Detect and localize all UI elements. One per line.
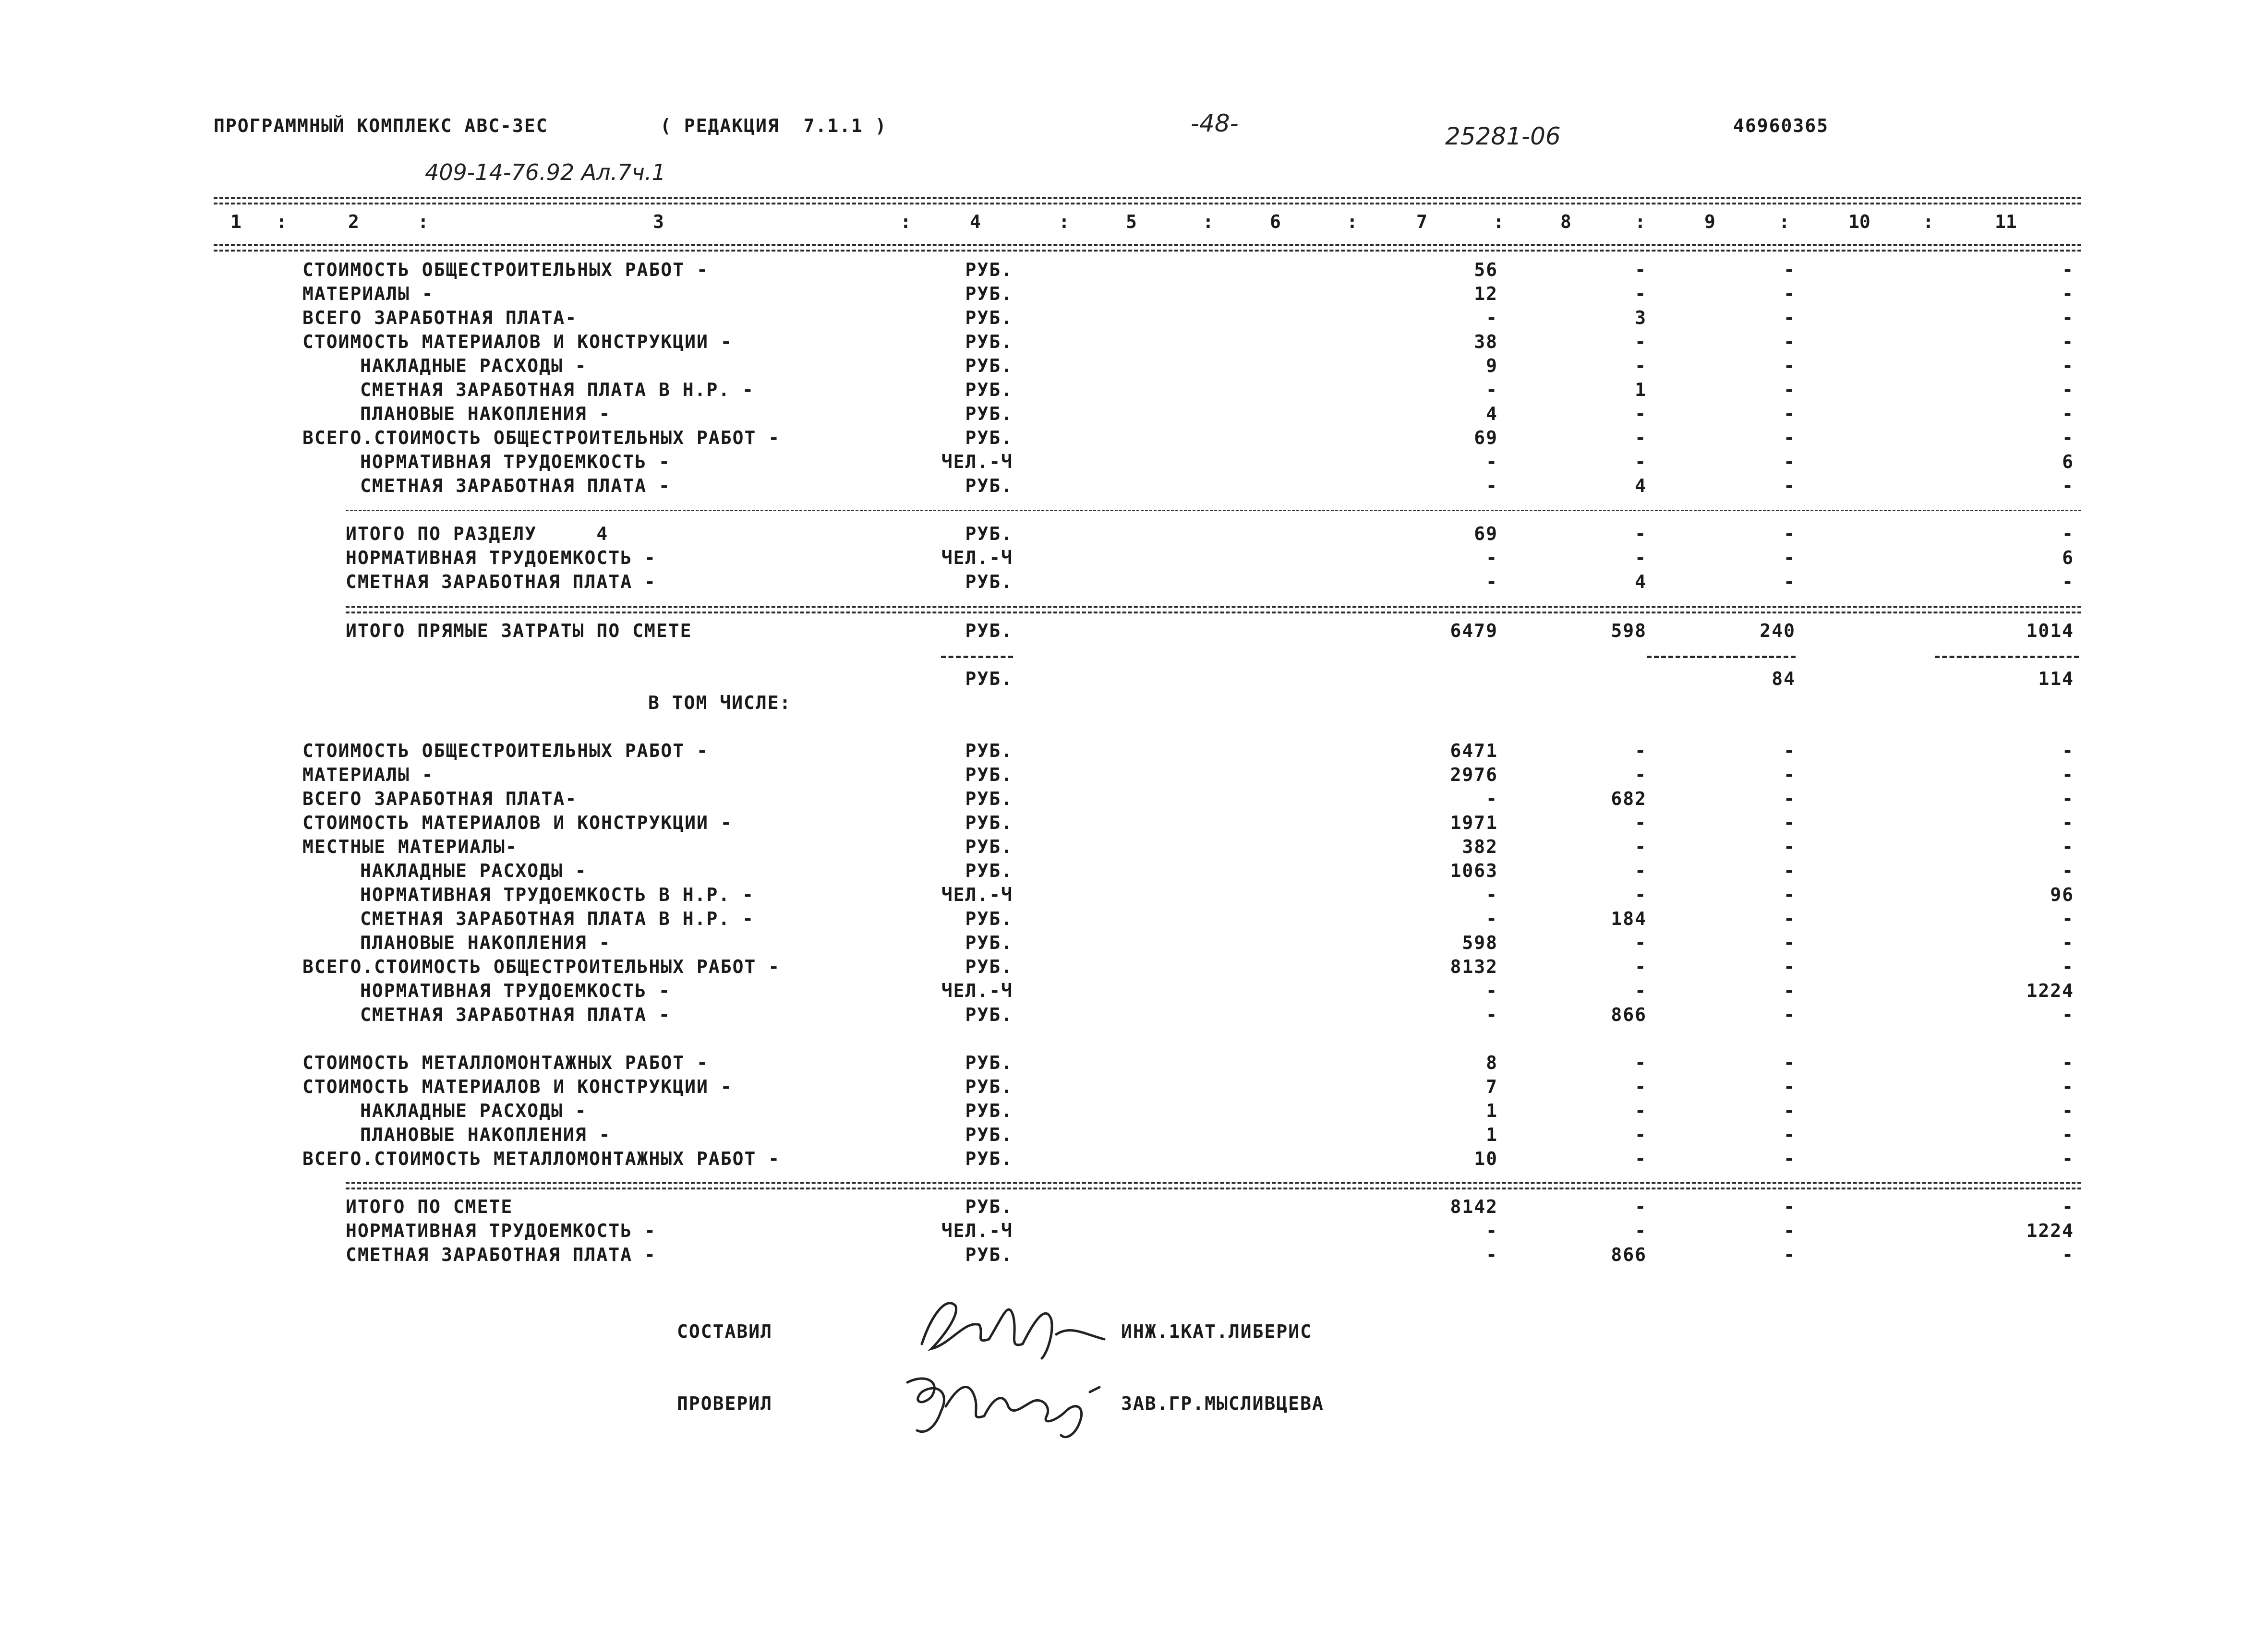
divider — [346, 1182, 2081, 1189]
table-row: НАКЛАДНЫЕ РАСХОДЫ - РУБ. 9 - - - — [360, 355, 2074, 376]
table-row: СТОИМОСТЬ МАТЕРИАЛОВ И КОНСТРУКЦИИ - РУБ. 38 - - - — [302, 331, 2074, 352]
col-8: 8 — [1560, 211, 1571, 232]
table-row: МАТЕРИАЛЫ - РУБ. 12 - - - — [302, 283, 2074, 304]
col-3: 3 — [653, 211, 664, 232]
table-row: ПЛАНОВЫЕ НАКОПЛЕНИЯ - РУБ. 4 - - - — [360, 403, 2074, 424]
table-row: НОРМАТИВНАЯ ТРУДОЕМКОСТЬ В Н.Р. - ЧЕЛ.-Ч - - - 96 — [360, 884, 2074, 905]
checked-label: ПРОВЕРИЛ — [677, 1393, 773, 1414]
col-9: 9 — [1704, 211, 1715, 232]
col-11: 11 — [1995, 211, 2017, 232]
table-row: ИТОГО ПО СМЕТЕ РУБ. 8142 - - - — [346, 1196, 2074, 1217]
in-total-label: В ТОМ ЧИСЛЕ: — [648, 692, 792, 713]
table-row: НОРМАТИВНАЯ ТРУДОЕМКОСТЬ - ЧЕЛ.-Ч - - - 6 — [346, 547, 2074, 568]
compiled-label: СОСТАВИЛ — [677, 1321, 773, 1342]
signature-compiled — [912, 1286, 1114, 1363]
table-row: ВСЕГО.СТОИМОСТЬ ОБЩЕСТРОИТЕЛЬНЫХ РАБОТ - РУБ. 8132 - - - — [302, 956, 2074, 977]
col-5: 5 — [1126, 211, 1137, 232]
doc-number: 25281-06 — [1445, 122, 1561, 150]
table-row: НОРМАТИВНАЯ ТРУДОЕМКОСТЬ - ЧЕЛ.-Ч - - - 1224 — [360, 980, 2074, 1001]
project-number: 409-14-76.92 Ал.7ч.1 — [425, 159, 666, 185]
table-row: СМЕТНАЯ ЗАРАБОТНАЯ ПЛАТА - РУБ. - 866 - - — [360, 1004, 2074, 1025]
checked-name: ЗАВ.ГР.МЫСЛИВЦЕВА — [1121, 1393, 1324, 1414]
signature-checked — [898, 1363, 1119, 1445]
table-row: СМЕТНАЯ ЗАРАБОТНАЯ ПЛАТА В Н.Р. - РУБ. - 184 - - — [360, 908, 2074, 929]
col-1: 1 — [230, 211, 241, 232]
table-row: МЕСТНЫЕ МАТЕРИАЛЫ- РУБ. 382 - - - — [302, 836, 2074, 857]
table-row: ПЛАНОВЫЕ НАКОПЛЕНИЯ - РУБ. 598 - - - — [360, 932, 2074, 953]
divider — [346, 510, 2081, 511]
table-row: ИТОГО ПО РАЗДЕЛУ 4 РУБ. 69 - - - — [346, 523, 2074, 544]
table-row: СТОИМОСТЬ МЕТАЛЛОМОНТАЖНЫХ РАБОТ - РУБ. 8 - - - — [302, 1052, 2074, 1073]
table-row: ВСЕГО ЗАРАБОТНАЯ ПЛАТА- РУБ. - 3 - - — [302, 307, 2074, 328]
col-2: 2 — [348, 211, 359, 232]
divider — [346, 606, 2081, 613]
table-row: СТОИМОСТЬ ОБЩЕСТРОИТЕЛЬНЫХ РАБОТ - РУБ. 56 - - - — [302, 259, 2074, 280]
table-row: МАТЕРИАЛЫ - РУБ. 2976 - - - — [302, 764, 2074, 785]
table-row: СМЕТНАЯ ЗАРАБОТНАЯ ПЛАТА В Н.Р. - РУБ. - 1 - - — [360, 379, 2074, 400]
edition: ( РЕДАКЦИЯ 7.1.1 ) — [660, 115, 887, 136]
col-7: 7 — [1416, 211, 1427, 232]
table-row: ИТОГО ПРЯМЫЕ ЗАТРАТЫ ПО СМЕТЕ РУБ. 6479 598 240 1014 — [346, 620, 2074, 641]
table-row: СМЕТНАЯ ЗАРАБОТНАЯ ПЛАТА - РУБ. - 4 - - — [360, 475, 2074, 496]
page-number: -48- — [1191, 109, 1239, 137]
top-rule — [214, 197, 2081, 204]
program-name: ПРОГРАММНЫЙ КОМПЛЕКС АВС-3ЕС — [214, 115, 548, 136]
col-4: 4 — [970, 211, 981, 232]
compiled-name: ИНЖ.1КАТ.ЛИБЕРИС — [1121, 1321, 1313, 1342]
table-row: СМЕТНАЯ ЗАРАБОТНАЯ ПЛАТА - РУБ. - 4 - - — [346, 571, 2074, 592]
code: 46960365 — [1733, 115, 1829, 136]
table-row: СТОИМОСТЬ МАТЕРИАЛОВ И КОНСТРУКЦИИ - РУБ. 7 - - - — [302, 1076, 2074, 1097]
col-6: 6 — [1270, 211, 1281, 232]
table-row: НОРМАТИВНАЯ ТРУДОЕМКОСТЬ - ЧЕЛ.-Ч - - - 1224 — [346, 1220, 2074, 1241]
table-row: НАКЛАДНЫЕ РАСХОДЫ - РУБ. 1063 - - - — [360, 860, 2074, 881]
table-row: СМЕТНАЯ ЗАРАБОТНАЯ ПЛАТА - РУБ. - 866 - - — [346, 1244, 2074, 1265]
table-row: ВСЕГО.СТОИМОСТЬ МЕТАЛЛОМОНТАЖНЫХ РАБОТ - РУБ. 10 - - - — [302, 1148, 2074, 1169]
col-10: 10 — [1848, 211, 1870, 232]
table-row: ВСЕГО ЗАРАБОТНАЯ ПЛАТА- РУБ. - 682 - - — [302, 788, 2074, 809]
table-row: НАКЛАДНЫЕ РАСХОДЫ - РУБ. 1 - - - — [360, 1100, 2074, 1121]
table-row: РУБ. 84 114 — [965, 668, 2074, 689]
header-bottom-rule — [214, 244, 2081, 252]
table-row: СТОИМОСТЬ МАТЕРИАЛОВ И КОНСТРУКЦИИ - РУБ. 1971 - - - — [302, 812, 2074, 833]
table-row: ВСЕГО.СТОИМОСТЬ ОБЩЕСТРОИТЕЛЬНЫХ РАБОТ - РУБ. 69 - - - — [302, 427, 2074, 448]
table-row: СТОИМОСТЬ ОБЩЕСТРОИТЕЛЬНЫХ РАБОТ - РУБ. 6471 - - - — [302, 740, 2074, 761]
table-row: НОРМАТИВНАЯ ТРУДОЕМКОСТЬ - ЧЕЛ.-Ч - - - 6 — [360, 451, 2074, 472]
table-row: ПЛАНОВЫЕ НАКОПЛЕНИЯ - РУБ. 1 - - - — [360, 1124, 2074, 1145]
